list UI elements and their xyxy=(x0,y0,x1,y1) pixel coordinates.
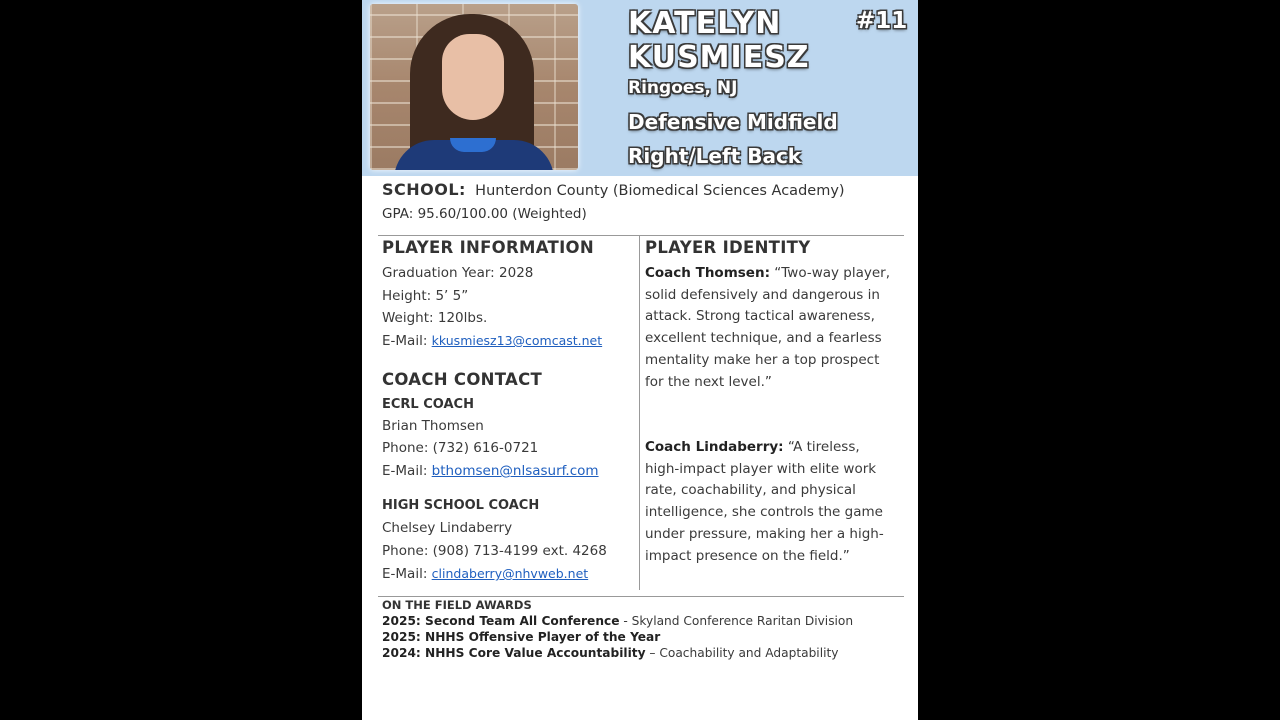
player-last-name: KUSMIESZ xyxy=(628,40,810,75)
award-item xyxy=(382,646,838,660)
player-email-link[interactable]: kkusmiesz13@comcast.net xyxy=(431,333,603,348)
graduation-year: Graduation Year: 2028 xyxy=(382,265,534,281)
gpa: GPA: 95.60/100.00 (Weighted) xyxy=(382,206,587,222)
player-first-name: KATELYN xyxy=(628,6,782,41)
high-school-coach-heading: HIGH SCHOOL COACH xyxy=(382,498,540,513)
jersey-number: #11 xyxy=(856,8,908,34)
high-school-coach-email-line xyxy=(382,566,588,582)
player-email-label: E-Mail: xyxy=(382,333,428,349)
school-name: Hunterdon County (Biomedical Sciences Academy) xyxy=(475,183,845,199)
photo-collar xyxy=(450,138,496,152)
quote1-author: Coach Thomsen: xyxy=(645,265,770,281)
school-label: SCHOOL: xyxy=(382,180,466,199)
divider-top xyxy=(378,235,904,236)
profile-header xyxy=(362,0,918,176)
player-email-line xyxy=(382,333,602,349)
award-item-detail: - Skyland Conference Raritan Division xyxy=(619,614,854,628)
ecrl-coach-email-link[interactable]: bthomsen@nlsasurf.com xyxy=(431,463,599,479)
ecrl-coach-name: Brian Thomsen xyxy=(382,418,484,434)
coach-lindaberry-quote xyxy=(645,437,895,567)
award-item xyxy=(382,630,660,644)
player-information-title: PLAYER INFORMATION xyxy=(382,238,594,257)
weight: Weight: 120lbs. xyxy=(382,310,488,326)
ecrl-coach-email-label: E-Mail: xyxy=(382,463,428,479)
quote1-text: “Two-way player, solid defensively and dangerous in attack. Strong tactical awareness, excellent technique, and a fearless mentality make her a top prospect for the next level.” xyxy=(645,265,891,390)
awards-title: ON THE FIELD AWARDS xyxy=(382,598,532,612)
column-divider xyxy=(639,236,640,590)
secondary-position: Right/Left Back xyxy=(628,144,802,168)
high-school-coach-phone: Phone: (908) 713-4199 ext. 4268 xyxy=(382,543,607,559)
award-item-title: 2025: NHHS Offensive Player of the Year xyxy=(382,630,661,644)
coach-thomsen-quote xyxy=(645,263,895,393)
player-photo xyxy=(370,4,578,170)
high-school-coach-name: Chelsey Lindaberry xyxy=(382,520,513,536)
player-identity-title: PLAYER IDENTITY xyxy=(645,238,811,257)
photo-face xyxy=(442,34,504,120)
primary-position: Defensive Midfield xyxy=(628,110,838,134)
award-item-detail: – Coachability and Adaptability xyxy=(645,646,839,660)
award-item xyxy=(382,614,853,628)
high-school-coach-email-link[interactable]: clindaberry@nhvweb.net xyxy=(431,566,589,581)
ecrl-coach-heading: ECRL COACH xyxy=(382,397,474,412)
school-line xyxy=(382,180,845,199)
height: Height: 5’ 5” xyxy=(382,288,469,304)
divider-bottom xyxy=(378,596,904,597)
ecrl-coach-email-line xyxy=(382,463,599,479)
coach-contact-title: COACH CONTACT xyxy=(382,370,543,389)
quote2-text: “A tireless, high-impact player with elite work rate, coachability, and physical intelligence, she controls the game under pressure, making her a high-impact presence on the field.” xyxy=(645,439,884,564)
hometown: Ringoes, NJ xyxy=(628,78,738,98)
ecrl-coach-phone: Phone: (732) 616-0721 xyxy=(382,440,539,456)
award-item-title: 2025: Second Team All Conference xyxy=(382,614,620,628)
award-item-title: 2024: NHHS Core Value Accountability xyxy=(382,646,646,660)
quote2-author: Coach Lindaberry: xyxy=(645,439,784,455)
player-profile-card xyxy=(362,0,918,720)
high-school-coach-email-label: E-Mail: xyxy=(382,566,428,582)
